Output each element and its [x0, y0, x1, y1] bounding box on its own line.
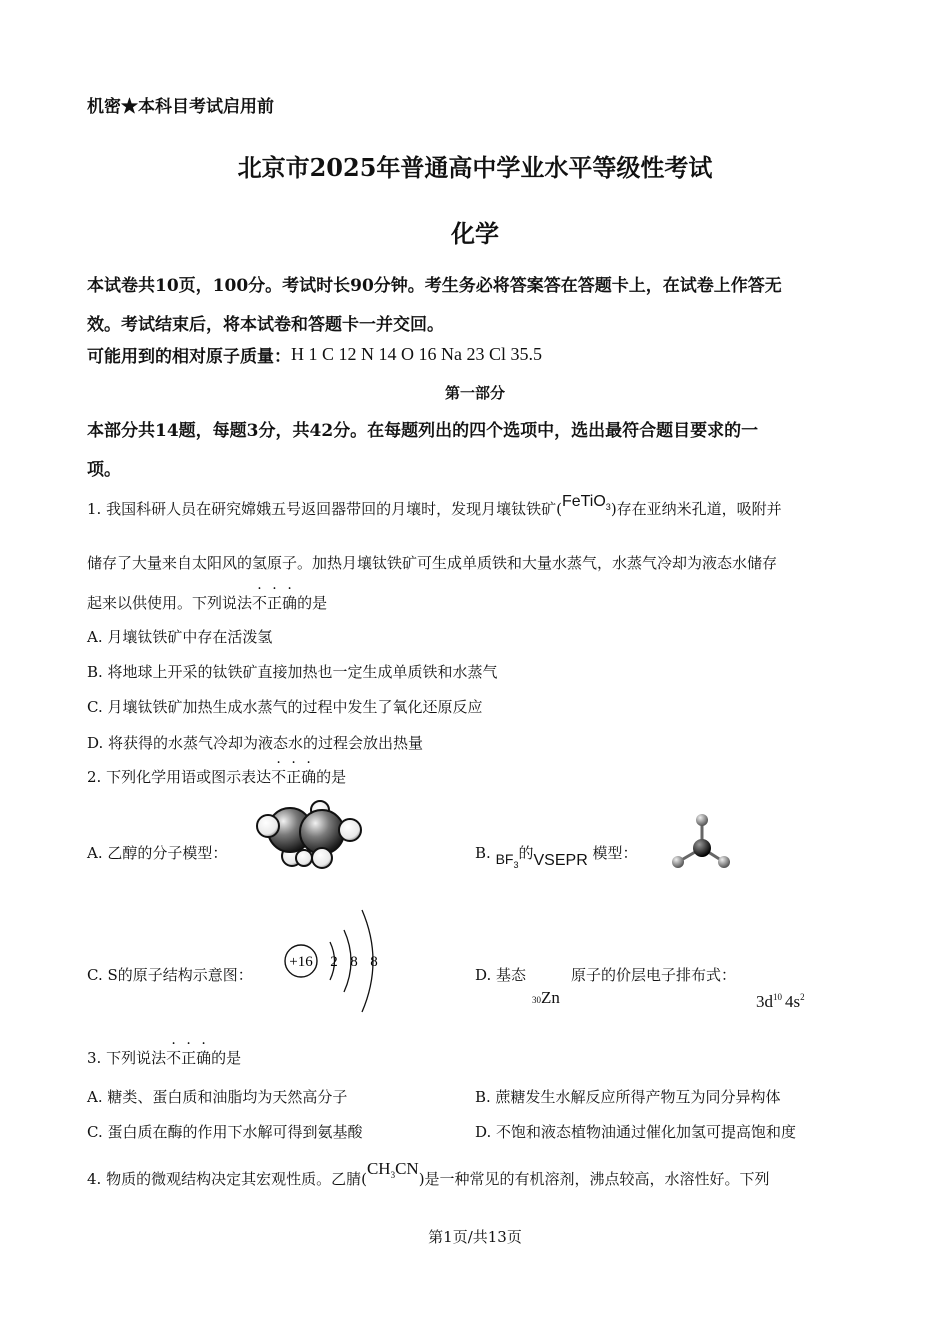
- q3-option-c: C. 蛋白质在酶的作用下水解可得到氨基酸: [87, 1123, 363, 1141]
- q1-line1: [87, 493, 782, 520]
- q1-emphasis-3: 确: [282, 594, 298, 612]
- zinc-symbol: [532, 988, 560, 1008]
- q2-option-d-label: D. 基态: [475, 966, 527, 984]
- subject-title: 化学: [451, 219, 499, 248]
- q2-stem-start: 2. 下列化学用语或图示表达: [87, 768, 272, 786]
- ethanol-space-filling-model: [252, 798, 372, 872]
- q2-option-b-label: [475, 842, 638, 870]
- confidential-label: 机密★本科目考试启用前: [87, 97, 274, 117]
- vsepr-text: VSEPR: [533, 852, 588, 869]
- instructions-line1: 本试卷共10页，100分。考试时长90分钟。考生务必将答案答在答题卡上，在试卷上作答无: [87, 276, 782, 296]
- atomic-mass-line: [87, 342, 542, 367]
- q1-formula-sub: 3: [605, 502, 611, 512]
- atomic-mass-values: H 1 C 12 N 14 O 16 Na 23 Cl 35.5: [291, 344, 542, 364]
- sulfur-atomic-structure-diagram: [282, 906, 392, 1016]
- bf3-main: BF: [495, 851, 514, 867]
- config-3d: 3d: [756, 992, 773, 1011]
- q2-emphasis-2: 正: [286, 768, 302, 786]
- q1-formula: [562, 493, 611, 510]
- q3-option-a: A. 糖类、蛋白质和油脂均为天然高分子: [87, 1088, 348, 1106]
- bf3-vsepr-model: [668, 812, 734, 872]
- q2-option-b-suffix: 模型：: [592, 844, 638, 862]
- q1-option-a: A. 月壤钛铁矿中存在活泼氢: [87, 628, 273, 646]
- q3-stem-end: 的是: [211, 1049, 242, 1067]
- part1-desc-line1: 本部分共14题，每题3分，共42分。在每题列出的四个选项中，选出最符合题目要求的一: [87, 421, 759, 441]
- sulfur-shell-1: 2: [330, 954, 338, 970]
- q3-option-b: B. 蔗糖发生水解反应所得产物互为同分异构体: [475, 1088, 781, 1106]
- q2-option-b-de: 的: [518, 844, 534, 862]
- q3-option-d: D. 不饱和液态植物油通过催化加氢可提高饱和度: [475, 1123, 797, 1141]
- q1-line1-start: 1. 我国科研人员在研究嫦娥五号返回器带回的月壤时，发现月壤钛铁矿(: [87, 500, 562, 518]
- page-number: 第1页/共13页: [428, 1228, 522, 1246]
- q1-line3-end: 的是: [297, 594, 328, 612]
- q4-line1-start: 4. 物质的微观结构决定其宏观性质。乙腈(: [87, 1170, 367, 1188]
- sulfur-shell-2: 8: [350, 954, 358, 970]
- q4-line1-end: )是一种常见的有机溶剂，沸点较高，水溶性好。下列: [418, 1170, 770, 1188]
- q2-stem: [87, 766, 346, 787]
- bf3-formula: [495, 851, 519, 870]
- q1-emphasis-1: 不: [252, 594, 268, 612]
- bf3-sub: 3: [513, 860, 519, 870]
- exam-title: 北京市2025年普通高中学业水平等级性考试: [237, 153, 713, 182]
- part1-title: 第一部分: [444, 384, 505, 402]
- config-3d-sup: 10: [773, 992, 782, 1002]
- q3-stem-start: 3. 下列说法: [87, 1049, 167, 1067]
- acetonitrile-sub: 3: [390, 1170, 396, 1180]
- q2-option-c-label: C. S的原子结构示意图：: [87, 966, 253, 984]
- q2-option-d-suffix: 原子的价层电子排布式：: [571, 966, 737, 984]
- q2-option-a-label: A. 乙醇的分子模型：: [87, 844, 228, 862]
- q1-formula-main: FeTiO: [561, 493, 606, 510]
- q1-line1-end: )存在亚纳米孔道，吸附并: [610, 500, 782, 518]
- q2-option-b-prefix: B.: [475, 844, 491, 862]
- q3-emphasis-2: 正: [181, 1049, 197, 1067]
- zinc-valence-configuration: [756, 992, 805, 1012]
- sulfur-nucleus-charge: +16: [289, 954, 313, 970]
- q2-emphasis-3: 确: [301, 768, 317, 786]
- q1-line3: [87, 592, 327, 613]
- config-4s: 4s: [785, 992, 801, 1011]
- zinc-element: Zn: [541, 988, 560, 1007]
- sulfur-shell-3: 8: [370, 954, 378, 970]
- q2-stem-end: 的是: [316, 768, 347, 786]
- q3-emphasis-1: 不: [166, 1049, 182, 1067]
- q2-emphasis-1: 不: [271, 768, 287, 786]
- q3-emphasis-3: 确: [196, 1049, 212, 1067]
- acetonitrile-ch: CH: [366, 1159, 391, 1178]
- atomic-mass-label: 可能用到的相对原子质量：: [87, 347, 291, 367]
- q1-line3-start: 起来以供使用。下列说法: [87, 594, 253, 612]
- instructions-line2: 效。考试结束后，将本试卷和答题卡一并交回。: [87, 315, 444, 335]
- part1-desc-line2: 项。: [87, 460, 121, 480]
- acetonitrile-cn: CN: [395, 1159, 419, 1178]
- q1-option-d: D. 将获得的水蒸气冷却为液态水的过程会放出热量: [87, 734, 424, 752]
- acetonitrile-formula: [367, 1159, 419, 1178]
- zinc-atomic-number: 30: [532, 995, 541, 1005]
- q1-emphasis-2: 正: [267, 594, 283, 612]
- q3-stem: [87, 1047, 241, 1068]
- q1-option-b: B. 将地球上开采的钛铁矿直接加热也一定生成单质铁和水蒸气: [87, 663, 498, 681]
- q1-option-c: C. 月壤钛铁矿加热生成水蒸气的过程中发生了氧化还原反应: [87, 698, 483, 716]
- q4-line1: [87, 1159, 770, 1190]
- q1-line2: 储存了大量来自太阳风的氢原子。加热月壤钛铁矿可生成单质铁和大量水蒸气，水蒸气冷却为液态水储存: [87, 554, 778, 572]
- config-4s-sup: 2: [800, 992, 805, 1002]
